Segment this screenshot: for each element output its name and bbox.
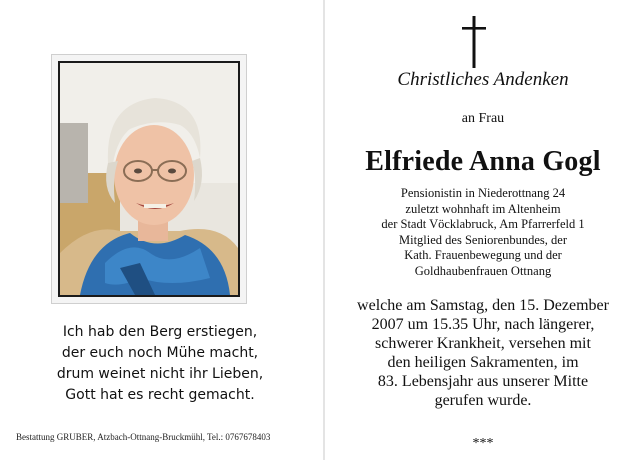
detail-line: Goldhaubenfrauen Ottnang bbox=[414, 263, 552, 278]
deceased-name: Elfriede Anna Gogl bbox=[365, 146, 601, 177]
closing-stars: *** bbox=[472, 436, 494, 451]
poem-line: Gott hat es recht gemacht. bbox=[65, 387, 255, 403]
poem-line: drum weinet nicht ihr Lieben, bbox=[56, 366, 264, 382]
death-line: 83. Lebensjahr aus unserer Mitte bbox=[377, 373, 589, 390]
funeral-home-footer: Bestattung GRUBER, Atzbach-Ottnang-Bruckmühl, Tel.: 0767678403 bbox=[16, 432, 271, 442]
poem bbox=[40, 322, 280, 406]
detail-line: zuletzt wohnhaft im Altenheim bbox=[405, 201, 561, 216]
detail-line: Kath. Frauenbewegung und der bbox=[404, 248, 562, 262]
death-line: 2007 um 15.35 Uhr, nach längerer, bbox=[371, 316, 595, 333]
poem-line: Ich hab den Berg erstiegen, bbox=[62, 324, 258, 340]
detail-line: Mitglied des Seniorenbundes, der bbox=[398, 232, 568, 247]
portrait-frame bbox=[51, 54, 247, 304]
salutation: an Frau bbox=[461, 111, 505, 126]
death-line: welche am Samstag, den 15. Dezember bbox=[357, 297, 609, 314]
death-line: den heiligen Sakramenten, im bbox=[387, 354, 579, 371]
portrait-image bbox=[60, 63, 238, 295]
death-line: schwerer Krankheit, versehen mit bbox=[375, 335, 591, 352]
portrait-photo bbox=[58, 61, 240, 297]
heading: Christliches Andenken bbox=[397, 69, 569, 90]
death-line: gerufen wurde. bbox=[434, 392, 532, 409]
detail-line: der Stadt Vöcklabruck, Am Pfarrerfeld 1 bbox=[381, 217, 585, 231]
fold-divider bbox=[323, 0, 325, 460]
latin-cross-icon bbox=[459, 16, 489, 68]
deceased-details bbox=[326, 186, 640, 279]
death-notice bbox=[326, 296, 640, 410]
detail-line: Pensionistin in Niederottnang 24 bbox=[400, 186, 566, 200]
poem-line: der euch noch Mühe macht, bbox=[61, 345, 259, 361]
